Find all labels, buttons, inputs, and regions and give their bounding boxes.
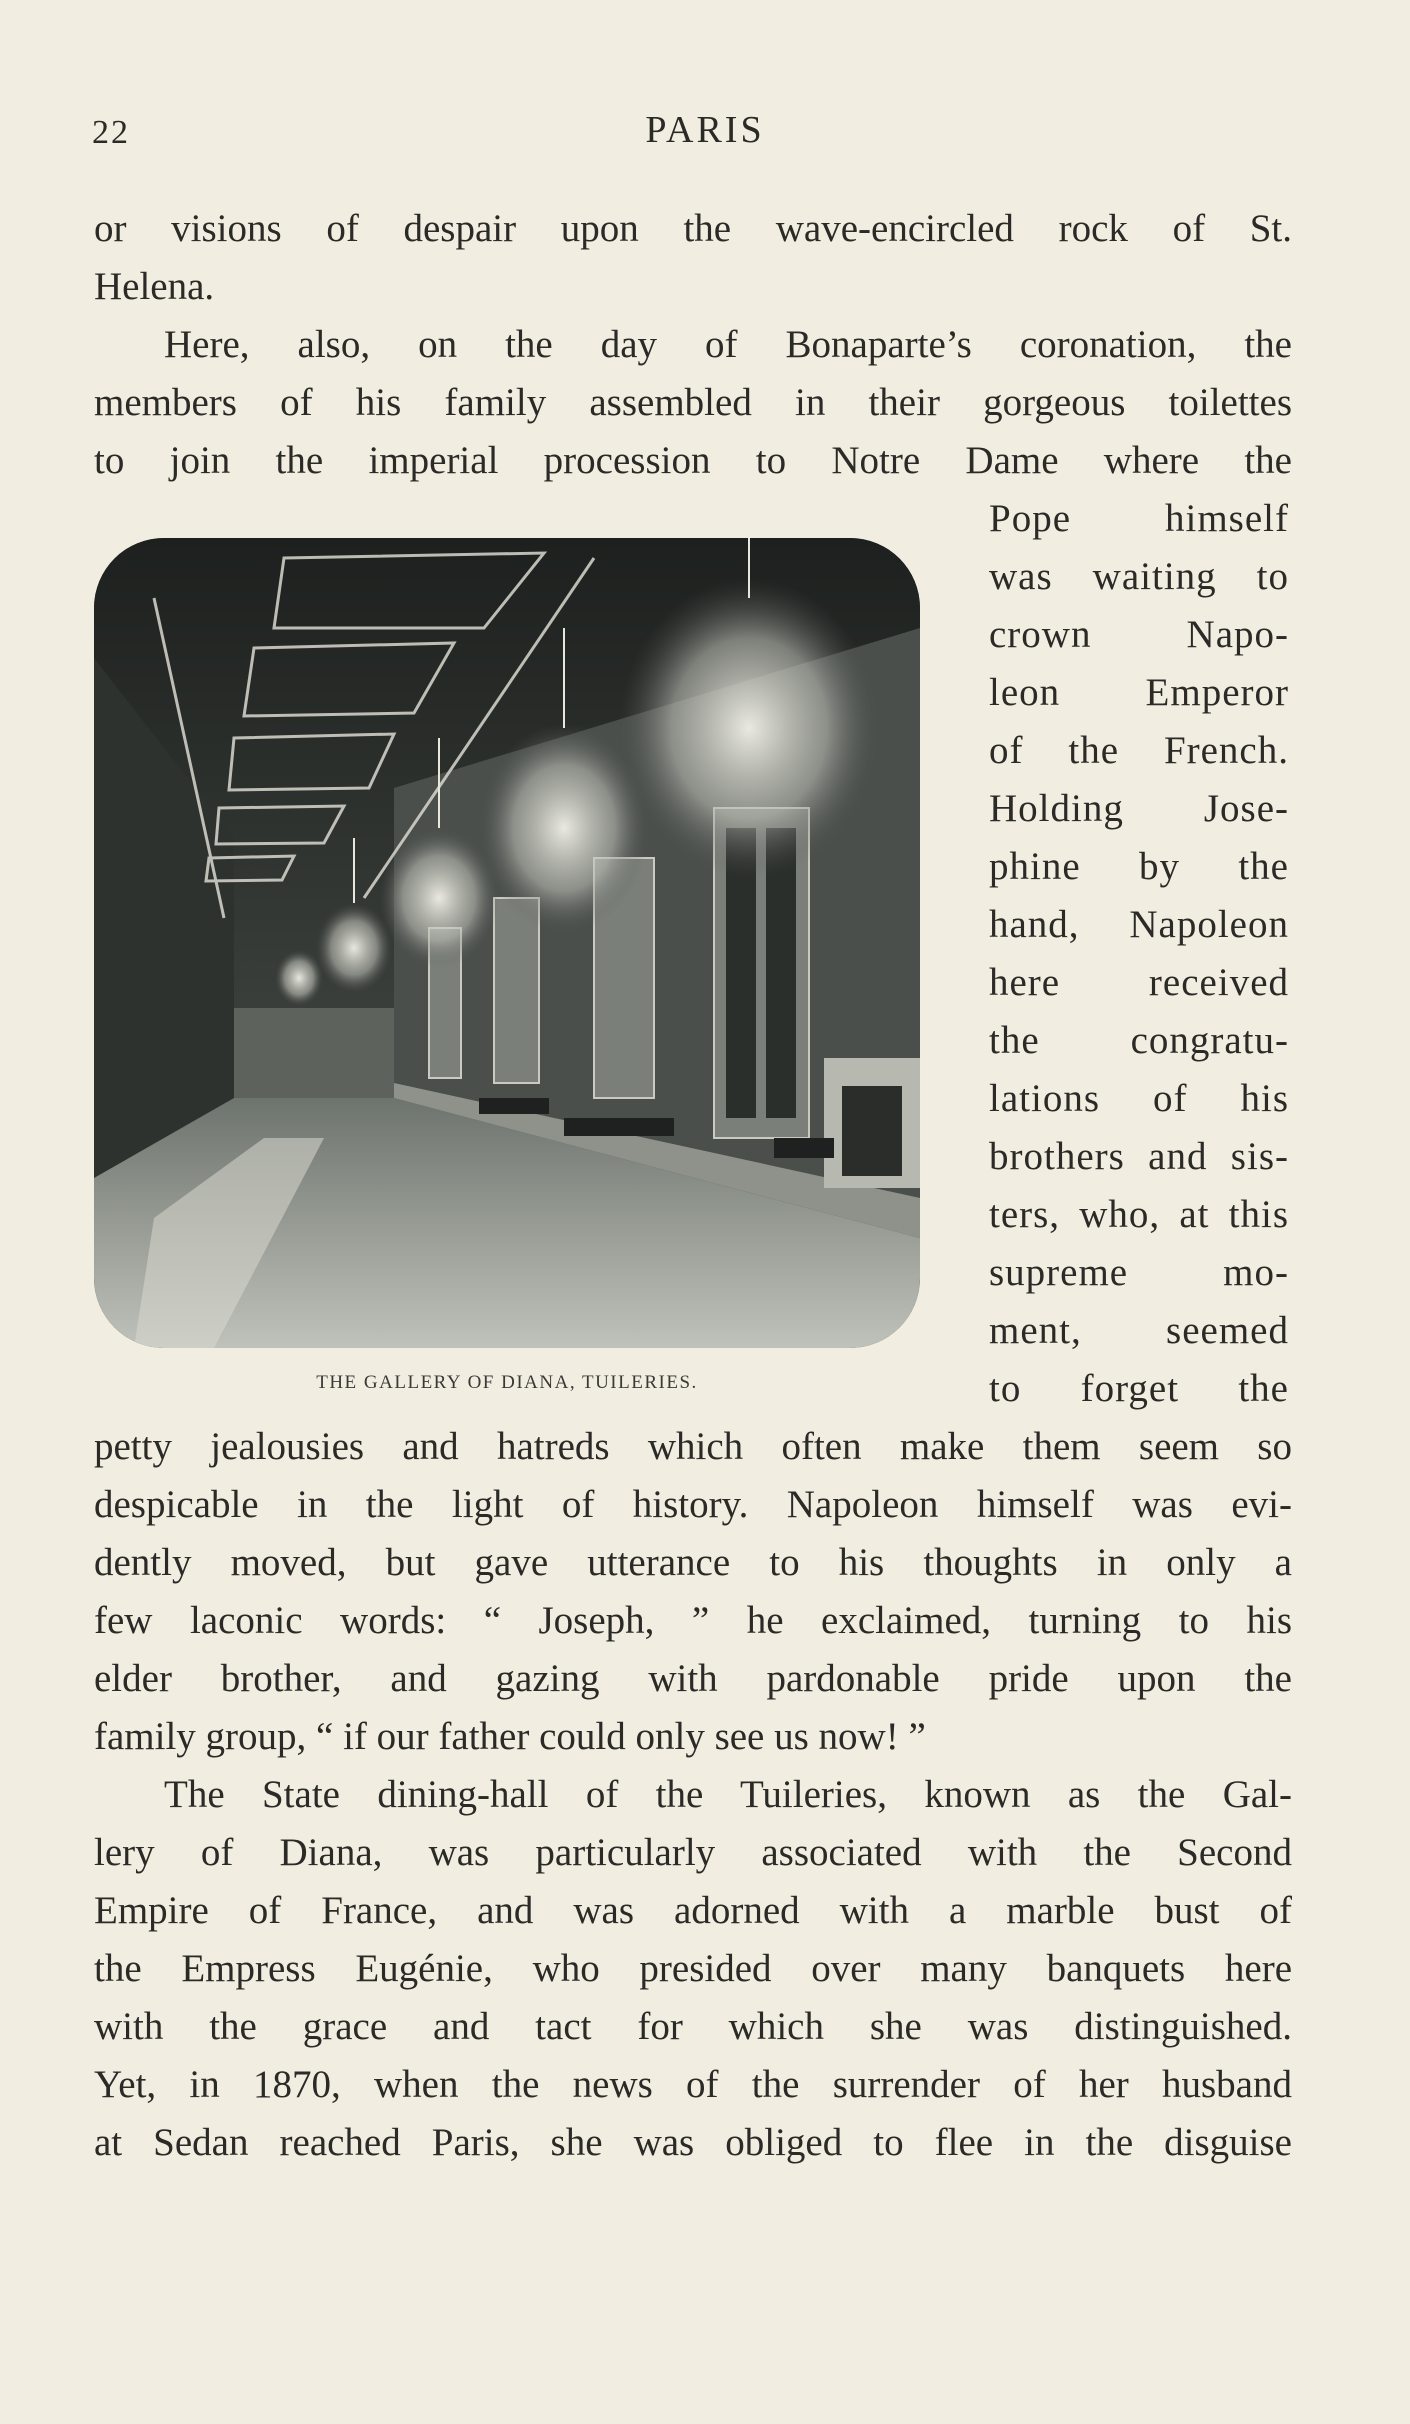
text-line: to forget the [989,1367,1289,1410]
text-line: hand, Napoleon [989,903,1289,946]
text-line: members of his family assembled in their gorgeous toilettes [94,381,1292,424]
text-line: crown Napo- [989,613,1289,656]
text-line: at Sedan reached Paris, she was obliged to flee in the disguise [94,2121,1292,2164]
text-line: ters, who, at this [989,1193,1289,1236]
text-line: lery of Diana, was particularly associated with the Second [94,1831,1292,1874]
text-line: Yet, in 1870, when the news of the surrender of her husband [94,2063,1292,2106]
text-line: The State dining-hall of the Tuileries, known as the Gal- [164,1773,1292,1816]
text-line: Pope himself [989,497,1289,540]
text-line: with the grace and tact for which she was distinguished. [94,2005,1292,2048]
page-number: 22 [92,114,130,151]
text-line: or visions of despair upon the wave-encircled rock of St. [94,207,1292,250]
gallery-photo-illustration [94,538,920,1348]
page-header [0,108,1410,158]
text-line: dently moved, but gave utterance to his thoughts in only a [94,1541,1292,1584]
text-line: ment, seemed [989,1309,1289,1352]
text-line: of the French. [989,729,1289,772]
text-line: petty jealousies and hatreds which often make them seem so [94,1425,1292,1468]
text-line: despicable in the light of history. Napoleon himself was evi- [94,1483,1292,1526]
text-line: lations of his [989,1077,1289,1120]
text-line: Empire of France, and was adorned with a marble bust of [94,1889,1292,1932]
text-line: brothers and sis- [989,1135,1289,1178]
text-line: elder brother, and gazing with pardonable pride upon the [94,1657,1292,1700]
text-line: few laconic words: “ Joseph, ” he exclaimed, turning to his [94,1599,1292,1642]
text-line: family group, “ if our father could only see us now! ” [94,1715,926,1758]
text-line: to join the imperial procession to Notre Dame where the [94,439,1292,482]
text-line: supreme mo- [989,1251,1289,1294]
text-line: the Empress Eugénie, who presided over many banquets here [94,1947,1292,1990]
text-line: the congratu- [989,1019,1289,1062]
gallery-photograph [94,538,920,1348]
running-title: PARIS [645,109,765,151]
text-line: leon Emperor [989,671,1289,714]
text-line: here received [989,961,1289,1004]
text-line: Here, also, on the day of Bonaparte’s coronation, the [164,323,1292,366]
text-line: Helena. [94,265,215,308]
text-line: Holding Jose- [989,787,1289,830]
figure-caption: THE GALLERY OF DIANA, TUILERIES. [316,1372,698,1393]
text-line: phine by the [989,845,1289,888]
text-line: was waiting to [989,555,1289,598]
